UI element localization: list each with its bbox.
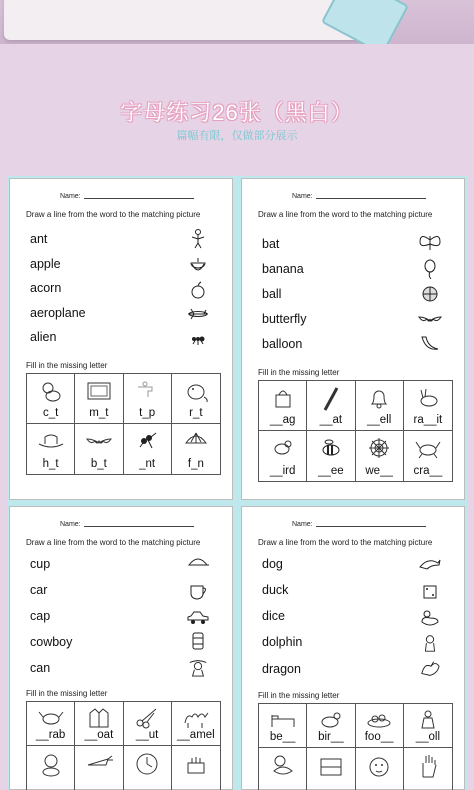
grid-cell (124, 746, 172, 790)
bed-icon (269, 709, 297, 731)
letter-grid (26, 701, 221, 790)
dolphin-icon (418, 555, 442, 575)
duck-icon (418, 608, 442, 628)
word-item: acorn (30, 281, 62, 295)
word-item: dog (262, 557, 283, 571)
worksheet-b (241, 178, 465, 500)
fill-label: Fill in the missing letter (258, 691, 340, 700)
grid-cell: __amel (172, 702, 220, 746)
dice-icon (418, 582, 442, 602)
word-item: cup (30, 557, 51, 571)
balloon-icon (418, 259, 442, 279)
grid-cell: bir__ (307, 704, 355, 748)
hat-icon (37, 429, 65, 453)
crab-icon (414, 436, 442, 460)
tap-icon (134, 379, 160, 403)
paper-edge (4, 0, 364, 40)
page-subtitle: 篇幅有限，仅做部分展示 (176, 130, 298, 142)
food-icon (365, 709, 393, 731)
grid-cell: __ag (259, 381, 307, 431)
word-item: dolphin (262, 635, 303, 649)
bat-icon (85, 429, 113, 453)
clock-icon (134, 751, 160, 777)
bell-icon (367, 386, 391, 410)
doll-icon (416, 709, 440, 731)
grid-cell: be__ (259, 704, 307, 748)
ant-icon (134, 429, 160, 453)
grid-cell: b_t (75, 424, 123, 474)
dog-icon (418, 633, 442, 653)
name-field: Name: (60, 521, 194, 528)
grid-cell: __ird (259, 431, 307, 481)
duck-icon (270, 753, 296, 779)
grid-cell: cra__ (404, 431, 452, 481)
page-title: 字母练习26张（黑白） (120, 100, 354, 125)
cat-icon (38, 379, 64, 403)
grid-cell: _nt (124, 424, 172, 474)
car-icon (186, 607, 210, 627)
acorn-icon (186, 255, 210, 275)
instruction-text: Draw a line from the word to the matching picture (258, 210, 433, 219)
word-item: balloon (262, 337, 303, 351)
grid-cell (172, 746, 220, 790)
bird-icon (270, 436, 296, 460)
grid-cell (259, 748, 307, 790)
crab-icon (37, 707, 65, 729)
letter-grid (26, 373, 221, 475)
robot-figure-icon (186, 229, 210, 249)
bag-icon (271, 386, 295, 410)
word-item: ant (30, 232, 48, 246)
cup-icon (186, 581, 210, 601)
grid-cell: __oll (404, 704, 452, 748)
letter-grid (258, 703, 453, 790)
grid-cell: we__ (356, 431, 404, 481)
rat-icon (183, 379, 209, 403)
bat-icon (319, 386, 343, 412)
grid-cell (307, 748, 355, 790)
name-field: Name: (292, 193, 426, 200)
word-item: ball (262, 287, 282, 301)
rabbit-icon (415, 386, 441, 410)
name-field: Name: (292, 521, 426, 528)
grid-cell: m_t (75, 374, 123, 424)
word-item: cap (30, 609, 51, 623)
grid-cell: h_t (27, 424, 75, 474)
grid-cell: __ee (307, 431, 355, 481)
coat-icon (87, 707, 111, 729)
butterfly-icon (418, 232, 442, 252)
fill-label: Fill in the missing letter (26, 689, 108, 698)
word-item: cowboy (30, 635, 73, 649)
fill-label: Fill in the missing letter (258, 368, 340, 377)
top-photo-banner (0, 0, 474, 44)
word-item: butterfly (262, 312, 307, 326)
doll-face-icon (366, 753, 392, 779)
worksheet-c (9, 506, 233, 790)
grid-cell (27, 746, 75, 790)
grid-cell: __oat (75, 702, 123, 746)
grid-cell: __at (307, 381, 355, 431)
grid-cell: t_p (124, 374, 172, 424)
fan-icon (182, 429, 210, 453)
instruction-text: Draw a line from the word to the matching picture (26, 538, 201, 547)
grid-cell: ra__it (404, 381, 452, 431)
grid-cell (404, 748, 452, 790)
word-item: dice (262, 609, 285, 623)
banana-icon (418, 333, 442, 353)
worksheet-a (9, 178, 233, 500)
aeroplane-icon (186, 304, 210, 324)
can-icon (186, 631, 210, 651)
camel-icon (182, 707, 210, 729)
ant-icon (186, 329, 210, 349)
grid-cell (356, 748, 404, 790)
grid-cell: r_t (172, 374, 220, 424)
grid-cell: f_n (172, 424, 220, 474)
grid-cell: __rab (27, 702, 75, 746)
word-item: car (30, 583, 48, 597)
word-item: aeroplane (30, 306, 86, 320)
word-item: dragon (262, 662, 301, 676)
instruction-text: Draw a line from the word to the matching picture (26, 210, 201, 219)
carrot-icon (84, 751, 114, 773)
worksheet-d (241, 506, 465, 790)
bat-icon (418, 309, 442, 329)
word-item: banana (262, 262, 304, 276)
instruction-text: Draw a line from the word to the matching picture (258, 538, 433, 547)
word-item: apple (30, 257, 61, 271)
word-item: bat (262, 237, 280, 251)
name-field: Name: (60, 193, 194, 200)
cowboy-icon (186, 657, 210, 677)
grid-cell: c_t (27, 374, 75, 424)
word-item: can (30, 661, 51, 675)
hand-icon (415, 753, 441, 779)
bird-icon (318, 709, 344, 731)
grid-cell: foo__ (356, 704, 404, 748)
mat-icon (85, 379, 113, 403)
worksheet-collage (7, 176, 467, 790)
cake-icon (183, 751, 209, 777)
drawer-icon (317, 753, 345, 779)
ball-icon (418, 284, 442, 304)
apple-icon (186, 280, 210, 300)
word-item: alien (30, 330, 57, 344)
cut-icon (134, 707, 160, 729)
cat-icon (38, 751, 64, 777)
grid-cell (75, 746, 123, 790)
grid-cell: __ell (356, 381, 404, 431)
word-item: duck (262, 583, 289, 597)
web-icon (366, 436, 392, 460)
bee-icon (318, 436, 344, 460)
letter-grid (258, 380, 453, 482)
grid-cell: __ut (124, 702, 172, 746)
cap-icon (186, 553, 210, 573)
fill-label: Fill in the missing letter (26, 361, 108, 370)
dragon-icon (418, 659, 442, 679)
